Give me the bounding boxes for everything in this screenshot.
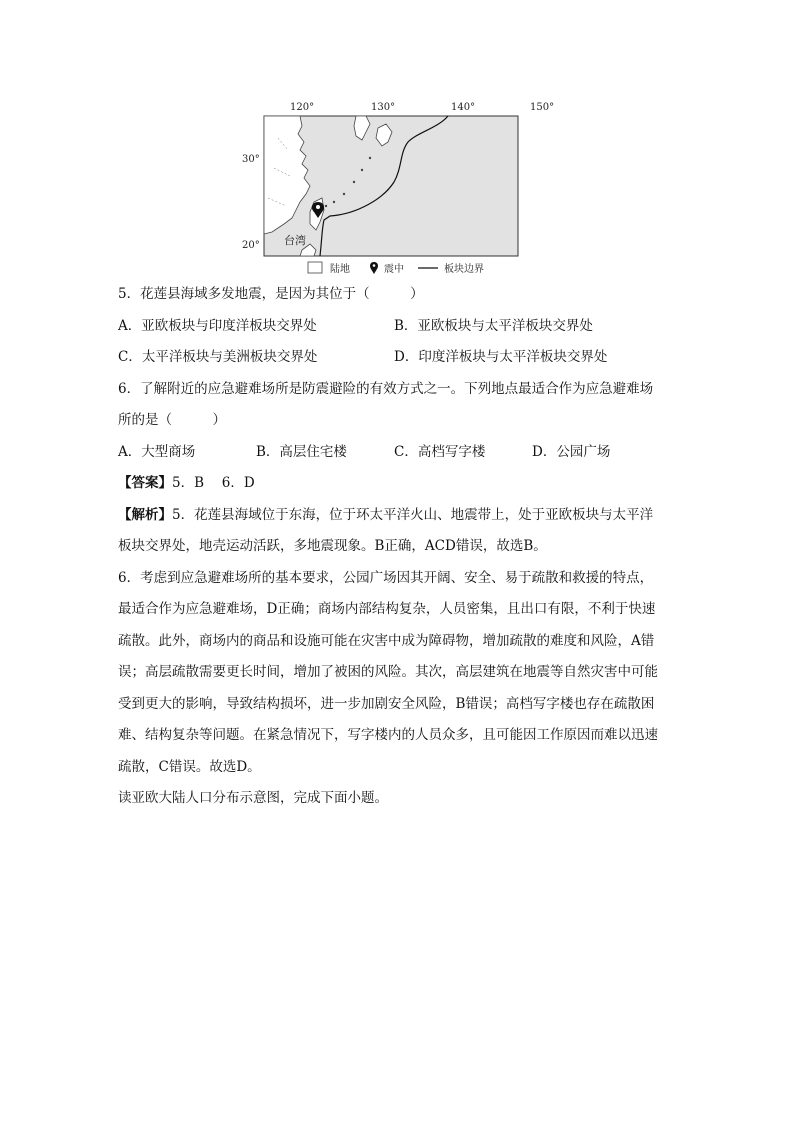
answer-label: 【答案】 — [118, 475, 172, 491]
q6-stem — [118, 379, 678, 431]
analysis-label: 【解析】 — [118, 506, 172, 523]
lat-label-30: 30° — [242, 154, 260, 165]
taiwan-label: 台湾 — [284, 234, 306, 247]
q5-option-a: A．亚欧板块与印度洋板块交界处 — [118, 317, 317, 334]
lon-label-140: 140° — [451, 102, 476, 113]
legend-land-swatch — [308, 262, 322, 273]
q6-option-a: A．大型商场 — [118, 443, 196, 460]
analysis-p5-line1: 5．花莲县海域位于东海，位于环太平洋火山、地震带上，处于亚欧板块与太平洋 — [172, 506, 654, 523]
q6-option-c: C．高档写字楼 — [394, 443, 486, 460]
lon-label-130: 130° — [371, 102, 396, 113]
legend-epicenter-label: 震中 — [384, 264, 404, 275]
legend-epicenter-icon — [370, 262, 378, 274]
analysis-p6-line: 疏散。此外，商场内的商品和设施可能在灾害中成为障碍物，增加疏散的难度和风险，A错 — [118, 632, 655, 649]
lat-label-20: 20° — [242, 240, 260, 251]
analysis-p5-line2: 板块交界处，地壳运动活跃，多地震现象。B正确，ACD错误，故选B。 — [118, 538, 547, 554]
q6-stem-line1: 6．了解附近的应急避难场所是防震避险的有效方式之一。下列地点最适合作为应急避难场 — [118, 380, 654, 397]
q5-option-d: D．印度洋板块与太平洋板块交界处 — [394, 349, 608, 365]
q6-options — [118, 442, 678, 462]
q5-stem: 5．花莲县海域多发地震，是因为其位于（ ） — [118, 286, 424, 302]
analysis-p6-line: 误；高层疏散需要更长时间，增加了被困的风险。其次，高层建筑在地震等自然灾害中可能 — [118, 664, 658, 680]
legend-boundary-label: 板块边界 — [444, 264, 484, 275]
q5-option-c: C．太平洋板块与美洲板块交界处 — [118, 349, 318, 365]
q6-option-b: B．高层住宅楼 — [256, 443, 347, 460]
lon-label-120: 120° — [290, 102, 315, 113]
q5-option-b: B．亚欧板块与太平洋板块交界处 — [394, 317, 593, 334]
analysis-p6-line: 6．考虑到应急避难场所的基本要求，公园广场因其开阔、安全、易于疏散和救援的特点， — [118, 569, 654, 586]
q6-option-d: D．公园广场 — [532, 443, 611, 460]
analysis-p6 — [118, 568, 678, 777]
q5-options-row1 — [118, 316, 678, 336]
map-svg — [238, 98, 558, 278]
legend-land-label: 陆地 — [330, 264, 350, 275]
next-question-intro: 读亚欧大陆人口分布示意图，完成下面小题。 — [118, 790, 388, 806]
analysis-p6-line: 疏散，C错误。故选D。 — [118, 758, 261, 775]
question-content — [118, 284, 678, 820]
analysis-p6-line: 受到更大的影响，导致结构损坏，进一步加剧安全风险，B错误；高档写字楼也存在疏散困 — [118, 695, 655, 712]
q6-stem-line2: 所的是（ ） — [118, 412, 226, 428]
analysis-p6-line: 难、结构复杂等问题。在紧急情况下，写字楼内的人员众多，且可能因工作原因而难以迅速 — [118, 727, 658, 743]
plate-boundary-map — [238, 98, 558, 278]
answer-line — [118, 473, 678, 493]
answer-text: 5．B 6．D — [172, 475, 255, 491]
lon-label-150: 150° — [530, 102, 555, 113]
q5-options-row2 — [118, 347, 678, 367]
analysis-line1 — [118, 505, 678, 525]
analysis-p6-line: 最适合作为应急避难场，D正确；商场内部结构复杂，人员密集，且出口有限，不利于快速 — [118, 601, 656, 617]
